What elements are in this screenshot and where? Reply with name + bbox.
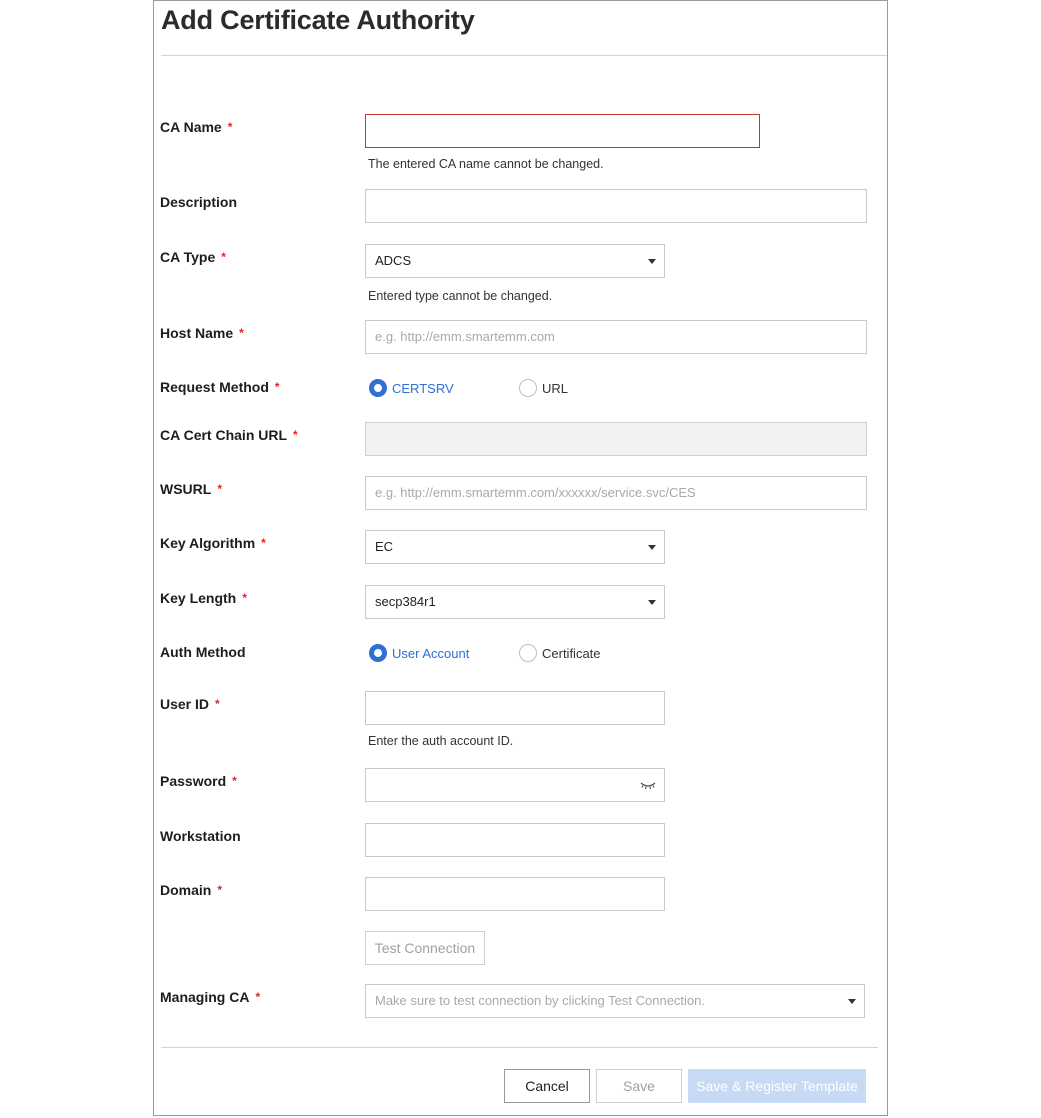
key-length-label: Key Length *: [160, 590, 247, 606]
workstation-label: Workstation: [160, 828, 241, 844]
ca-name-label: CA Name *: [160, 119, 233, 135]
required-marker: *: [239, 326, 244, 340]
wsurl-input[interactable]: e.g. http://emm.smartemm.com/xxxxxx/service.svc/CES: [365, 476, 867, 510]
request-method-certsrv-radio[interactable]: CERTSRV: [369, 379, 454, 397]
test-connection-button[interactable]: Test Connection: [365, 931, 485, 965]
save-button[interactable]: Save: [596, 1069, 682, 1103]
wsurl-label: WSURL *: [160, 481, 222, 497]
domain-input[interactable]: [365, 877, 665, 911]
auth-method-certificate-radio[interactable]: Certificate: [519, 644, 601, 662]
required-marker: *: [232, 774, 237, 788]
footer-divider: [161, 1047, 878, 1048]
domain-label: Domain *: [160, 882, 223, 898]
description-label: Description: [160, 194, 238, 210]
radio-selected-icon: [369, 379, 387, 397]
auth-method-label: Auth Method: [160, 644, 246, 660]
password-input[interactable]: [365, 768, 665, 802]
key-algorithm-label: Key Algorithm *: [160, 535, 266, 551]
ca-type-help: Entered type cannot be changed.: [368, 289, 553, 303]
chevron-down-icon: [848, 999, 856, 1004]
key-length-select[interactable]: secp384r1: [365, 585, 665, 619]
required-marker: *: [217, 883, 223, 897]
ca-name-help: The entered CA name cannot be changed.: [368, 157, 604, 171]
auth-method-user-account-radio[interactable]: User Account: [369, 644, 469, 662]
required-marker: *: [242, 591, 247, 605]
radio-unselected-icon: [519, 644, 537, 662]
ca-cert-chain-url-label: CA Cert Chain URL *: [160, 427, 298, 443]
managing-ca-select[interactable]: Make sure to test connection by clicking Test Connection.: [365, 984, 865, 1018]
user-id-label: User ID *: [160, 696, 220, 712]
host-name-input[interactable]: e.g. http://emm.smartemm.com: [365, 320, 867, 354]
add-ca-dialog: [153, 0, 888, 1116]
cancel-button[interactable]: Cancel: [504, 1069, 590, 1103]
ca-name-input[interactable]: [365, 114, 760, 148]
host-name-label: Host Name *: [160, 325, 244, 341]
required-marker: *: [227, 120, 233, 134]
radio-selected-icon: [369, 644, 387, 662]
ca-cert-chain-url-input: [365, 422, 867, 456]
ca-type-select[interactable]: ADCS: [365, 244, 665, 278]
radio-unselected-icon: [519, 379, 537, 397]
user-id-input[interactable]: [365, 691, 665, 725]
description-input[interactable]: [365, 189, 867, 223]
required-marker: *: [215, 697, 220, 711]
user-id-help: Enter the auth account ID.: [368, 734, 514, 748]
required-marker: *: [255, 990, 261, 1004]
ca-type-label: CA Type *: [160, 249, 226, 265]
password-label: Password *: [160, 773, 237, 789]
required-marker: *: [221, 250, 226, 264]
chevron-down-icon: [648, 545, 656, 550]
request-method-label: Request Method *: [160, 379, 280, 395]
required-marker: *: [274, 380, 280, 394]
key-algorithm-select[interactable]: EC: [365, 530, 665, 564]
dialog-title: Add Certificate Authority: [161, 5, 475, 35]
required-marker: *: [217, 482, 222, 496]
save-register-template-button[interactable]: Save & Register Template: [688, 1069, 866, 1103]
required-marker: *: [261, 536, 266, 550]
chevron-down-icon: [648, 259, 656, 264]
workstation-input[interactable]: [365, 823, 665, 857]
eye-closed-icon[interactable]: [640, 779, 656, 791]
managing-ca-label: Managing CA *: [160, 989, 261, 1005]
request-method-url-radio[interactable]: URL: [519, 379, 568, 397]
required-marker: *: [293, 428, 298, 442]
chevron-down-icon: [648, 600, 656, 605]
title-divider: [161, 55, 887, 56]
